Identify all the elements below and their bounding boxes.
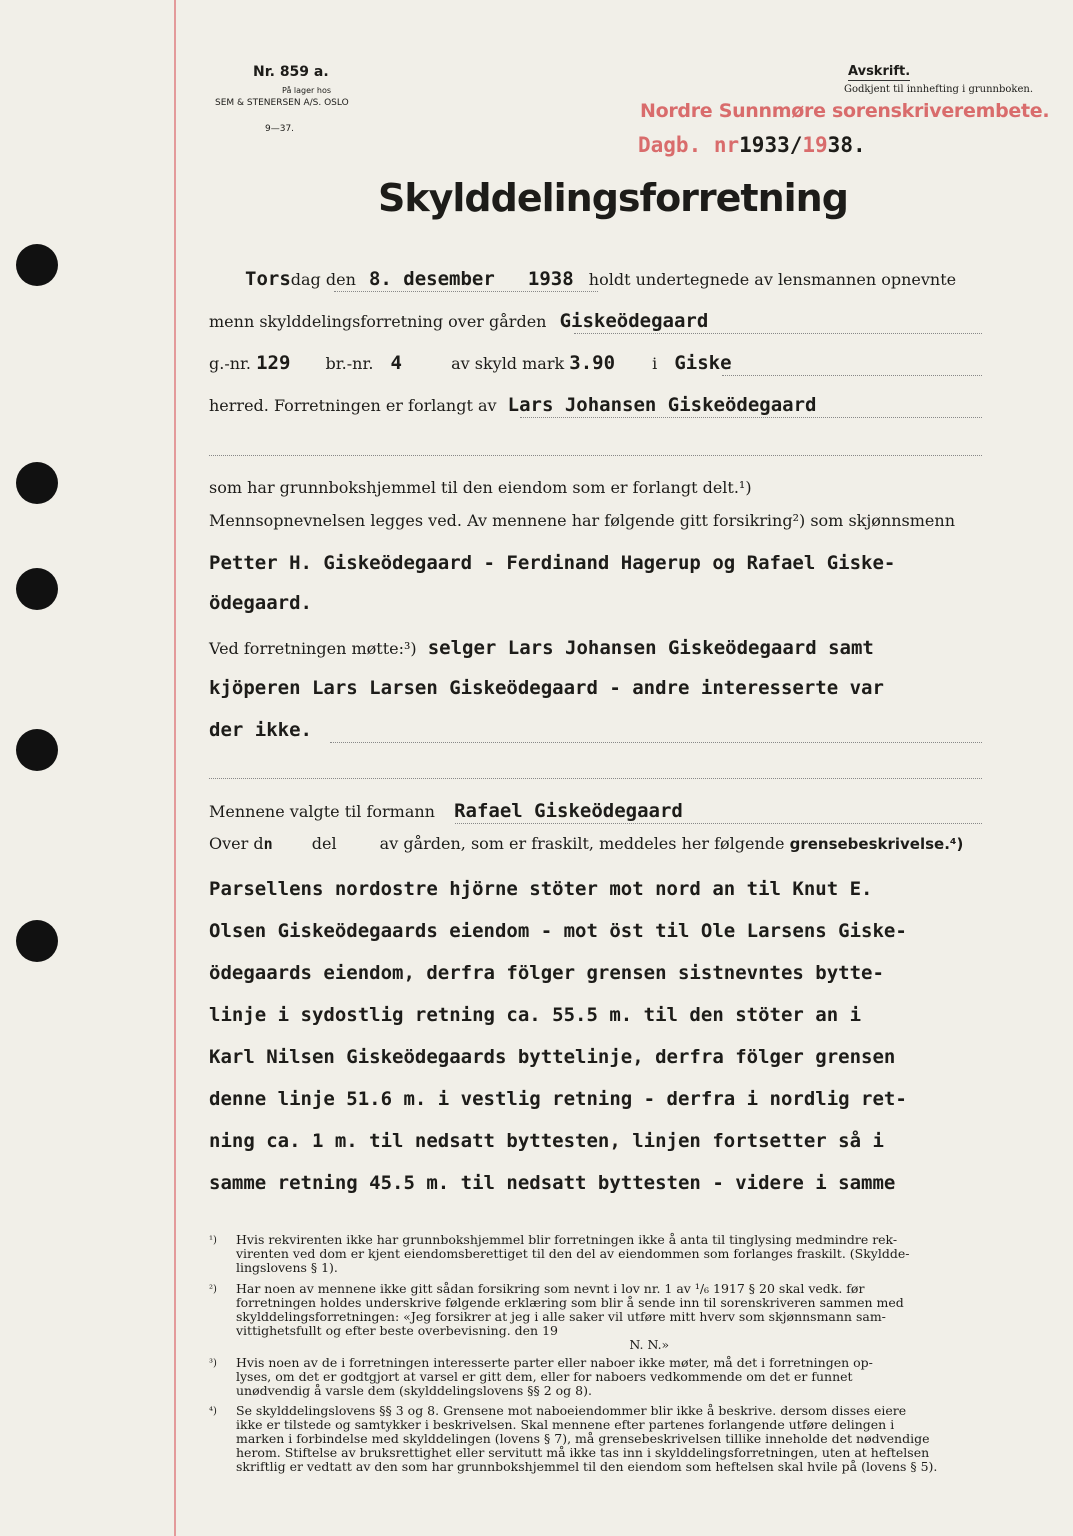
grense-label: grensebeskrivelse.⁴) — [789, 835, 964, 853]
dotted-rule — [574, 333, 982, 334]
formann-name: Rafael Giskeödegaard — [454, 800, 683, 822]
intro-text-1: holdt undertegnede av lensmannen opnevnte — [588, 270, 957, 289]
dotted-rule — [209, 778, 982, 779]
fraskilt-text: av gården, som er fraskilt, meddeles her følgende — [379, 834, 785, 853]
printer-line: 9—37. — [265, 124, 295, 134]
footnote-line: forretningen holdes underskrive følgende erklæring som blir å sende inn til sorenskriveren sammen med — [236, 1295, 904, 1310]
over-line — [209, 834, 963, 853]
punch-hole — [16, 920, 58, 962]
description-line: linje i sydostlig retning ca. 55.5 m. til den stöter an i — [209, 1004, 862, 1026]
footnote-line: Se skylddelingslovens §§ 3 og 8. Grensene mot naboeiendommer blir ikke å beskrive. dersom disses eiere — [236, 1403, 907, 1418]
footnote-line: virenten ved dom er kjent eiendomsberettiget til den del av eiendommen som forlanges fraskilt. (Skyldde- — [236, 1246, 910, 1261]
footnote-4 — [236, 1404, 937, 1474]
formann-line — [209, 800, 683, 822]
attended-line-1 — [209, 637, 874, 659]
requester-name: Lars Johansen Giskeödegaard — [507, 394, 817, 416]
dotted-rule — [520, 417, 982, 418]
margin-rule — [174, 0, 176, 1536]
herred-name: Giske — [674, 352, 732, 374]
dagb-label: Dagb. nr — [638, 133, 740, 157]
dotted-rule — [330, 742, 982, 743]
footnote-line: lingslovens § 1). — [236, 1260, 338, 1275]
punch-hole — [16, 729, 58, 771]
godkjent-note: Godkjent til innhefting i grunnboken. — [844, 84, 1033, 95]
description-line: ning ca. 1 m. til nedsatt byttesten, linjen fortsetter så i — [209, 1130, 884, 1152]
i-label: i — [652, 354, 658, 373]
form-number: Nr. 859 a. — [253, 64, 329, 80]
dotted-rule — [209, 455, 982, 456]
weekday-suffix: dag den — [290, 270, 356, 289]
footnote-line: ikke er tilstede og samtykker i beskrivelsen. Skal mennene efter partenes forlangende utføre delingen i — [236, 1417, 895, 1432]
footnote-mark: ⁴) — [209, 1406, 217, 1417]
office-stamp: Nordre Sunnmøre sorenskriverembete. — [640, 100, 1050, 122]
footnote-mark: ¹) — [209, 1235, 217, 1246]
date-year: 1938 — [527, 268, 574, 290]
footnote-line: Hvis rekvirenten ikke har grunnbokshjemmel blir forretningen ikke å anta til tinglysing medmindre rek- — [236, 1232, 898, 1247]
description-line: Parsellens nordostre hjörne stöter mot nord an til Knut E. — [209, 878, 873, 900]
grunnbok-line: som har grunnbokshjemmel til den eiendom som er forlangt delt.¹) — [209, 478, 752, 497]
footnote-line: lyses, om det er godtgjort at varsel er gitt dem, eller for naboers vedkommende om det er funnet — [236, 1369, 853, 1384]
footnote-line: unødvendig å varsle dem (skylddelingslovens §§ 2 og 8). — [236, 1383, 592, 1398]
avskrift-underline — [848, 80, 910, 81]
skyld-value: 3.90 — [569, 352, 616, 374]
del-label: del — [311, 834, 337, 853]
footnote-line: Hvis noen av de i forretningen interesserte parter eller naboer ikke møter, må det i forretningen op- — [236, 1355, 873, 1370]
attended-label: Ved forretningen møtte:³) — [209, 639, 417, 658]
farm-name: Giskeödegaard — [559, 310, 709, 332]
dagb-stamp — [638, 133, 866, 157]
description-line: Olsen Giskeödegaards eiendom - mot öst til Ole Larsens Giske- — [209, 920, 907, 942]
footnote-1 — [236, 1233, 909, 1275]
skyld-label: av skyld mark — [451, 354, 565, 373]
footnote-line: Har noen av mennene ikke gitt sådan forsikring som nevnt i lov nr. 1 av ¹/₆ 1917 § 20 skal vedk. før — [236, 1281, 865, 1296]
description-line: samme retning 45.5 m. til nedsatt byttesten - videre i samme — [209, 1172, 896, 1194]
over-label: Over d — [209, 834, 264, 853]
intro-line-4 — [209, 394, 817, 416]
intro-line-2 — [209, 310, 708, 332]
page-title: Skylddelingsforretning — [378, 176, 848, 220]
attended-line-3: der ikke. — [209, 719, 312, 741]
gnr-label: g.-nr. — [209, 354, 252, 373]
avskrift-label: Avskrift. — [848, 64, 911, 79]
weekday: Tors — [245, 268, 291, 290]
intro-text-2: menn skylddelingsforretning over gården — [209, 312, 547, 331]
menn-line: Mennsopnevnelsen legges ved. Av mennene har følgende gitt forsikring²) som skjønnsmenn — [209, 511, 956, 530]
attended-text-1: selger Lars Johansen Giskeödegaard samt — [427, 637, 874, 659]
herred-text: herred. Forretningen er forlangt av — [209, 396, 497, 415]
footnote-line: N. N.» — [236, 1337, 670, 1352]
bnr-value: 4 — [390, 352, 402, 374]
punch-hole — [16, 462, 58, 504]
description-line: denne linje 51.6 m. i vestlig retning - derfra i nordlig ret- — [209, 1088, 907, 1110]
dotted-rule — [722, 375, 982, 376]
description-line: Karl Nilsen Giskeödegaards byttelinje, derfra fölger grensen — [209, 1046, 896, 1068]
gnr-value: 129 — [256, 352, 291, 374]
printer-line: SEM & STENERSEN A/S. OSLO — [215, 98, 349, 108]
description-line: ödegaards eiendom, derfra fölger grensen sistnevntes bytte- — [209, 962, 884, 984]
dotted-rule — [455, 823, 982, 824]
men-line-1: Petter H. Giskeödegaard - Ferdinand Hagerup og Rafael Giske- — [209, 552, 896, 574]
bnr-label: br.-nr. — [325, 354, 374, 373]
footnote-line: vittighetsfullt og efter beste overbevisning. den 19 — [236, 1323, 558, 1338]
printer-line: På lager hos — [282, 86, 331, 95]
footnote-mark: ²) — [209, 1284, 217, 1295]
dagb-year-prefix: 19 — [802, 133, 828, 157]
attended-line-2: kjöperen Lars Larsen Giskeödegaard - andre interesserte var — [209, 677, 884, 699]
footnote-3 — [236, 1356, 873, 1398]
date-day: 8. desember — [368, 268, 495, 290]
over-handwritten: n — [263, 835, 273, 853]
footnote-line: marken i forbindelse med skylddelingen (lovens § 7), må grensebeskrivelsen tillike inneholde det nødvendige — [236, 1431, 930, 1446]
formann-label: Mennene valgte til formann — [209, 802, 435, 821]
intro-line-3 — [209, 352, 732, 374]
dagb-year: 38. — [827, 133, 866, 157]
dotted-rule — [334, 291, 598, 292]
punch-hole — [16, 568, 58, 610]
footnote-line: skriftlig er vedtatt av den som har grunnbokshjemmel til den eiendom som heftelsen skal hvile på (lovens § 5). — [236, 1459, 938, 1474]
footnote-line: herom. Stiftelse av bruksrettighet eller servitutt må ikke tas inn i skylddelingsforretningen, uten at heftelsen — [236, 1445, 930, 1460]
footnote-2 — [236, 1282, 904, 1352]
dagb-number: 1933/ — [739, 133, 803, 157]
footnote-line: skylddelingsforretningen: «Jeg forsikrer at jeg i alle saker vil utføre mitt hverv som skjønnsmann sam- — [236, 1309, 886, 1324]
punch-hole — [16, 244, 58, 286]
men-line-2: ödegaard. — [209, 592, 312, 614]
intro-line-1 — [245, 268, 956, 290]
footnote-mark: ³) — [209, 1358, 217, 1369]
